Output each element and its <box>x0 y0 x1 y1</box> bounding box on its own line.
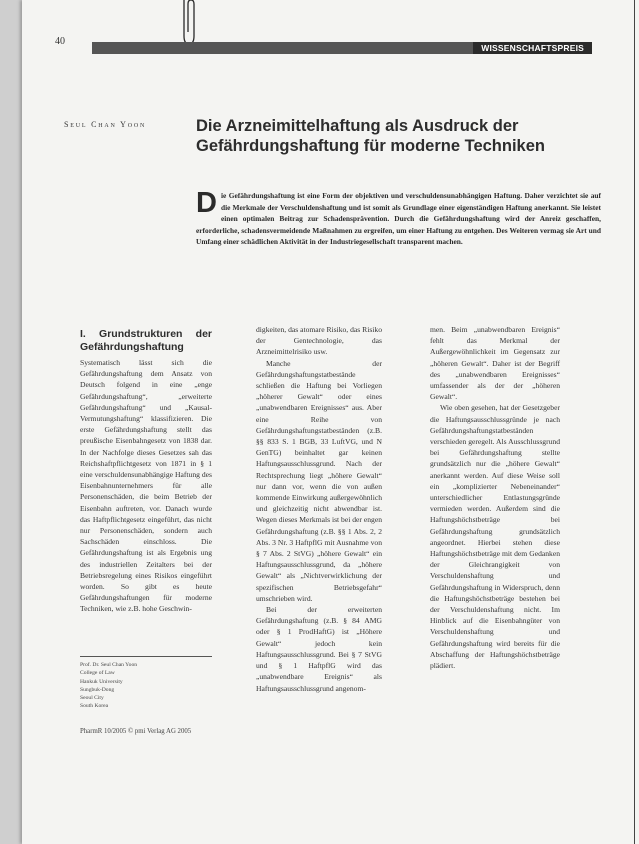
journal-citation: PharmR 10/2005 © pmi Verlag AG 2005 <box>80 728 192 735</box>
abstract <box>196 187 601 248</box>
column-1-text: Systematisch lässt sich die Gefährdungshaftung dem Ansatz von Deutsch folgend in eine „enge Gefährdungshaftung“, „erweiterte Gefährdungshaftung“ und „Kausal-Vermutungshaftung“ klassifizieren. Die erste Gefährdungshaftung stellt das preußische Eisenbahngesetz von 1838 dar. In der Nachfolge dieses Gesetzes sah das Reichshaftpflichtgesetz von 1871 in § 1 eine verschuldensunabhängige Haftung des Eisenbahnunternehmers für alle Personenschäden, die beim Betrieb der Eisenbahn auftreten, vor. Danach wurde das Haftpflichtgesetz eingeführt, das nicht nur Personenschäden, sondern auch Sachschäden einschloss. Die Gefährdungshaftung ist als Ergebnis ung des industriellen Zeitalters bei der Betriebsregelung eines Risikos eingeführt worden. So gibt es heute Gefährdungshaftungen für moderne Techniken, wie z.B. hohe Geschwin- <box>80 358 212 614</box>
footnote-line: Prof. Dr. Seul Chan Yoon <box>80 662 138 668</box>
column-3-paragraph-2: Wie oben gesehen, hat der Gesetzgeber die Haftungsausschlussgründe je nach Gefährdungshaftungstatbeständen verschieden geregelt. Als Ausschlussgrund bei Gefährdungshaftung stellte grundsätzlich nur die „höhere Gewalt“ anerkannt werden. Auf diese Weise soll ein „komplizierter Nebeneinander“ unterschiedlicher Entlastungsgründe vermieden werden. Außerdem sind die Haftungshöchstbeträge bei Gefährdungshaftung grundsätzlich angeordnet. Hierbei stehen diese Haftungshöchstbeträge mit dem Gedanken der Gleichrangigkeit von Verschuldenshaftung und Gefährdungshaftung in Widerspruch, denn die Haftungshöchstbeträge bestehen bei der Verschuldenshaftung nicht. Im Hinblick auf die Eisenbahngüter von Verschuldenshaftung und Gefährdungshaftung wird bereits für die Abschaffung der Haftungshöchstbeträge plädiert. <box>430 403 560 671</box>
column-1 <box>80 328 212 615</box>
column-2-paragraph-3: Bei der erweiterten Gefährdungshaftung (z.B. § 84 AMG oder § 1 ProdHaftG) ist „Höhere Gewalt“ jedoch kein Haftungsausschlussgrund. Bei § 7 StVG und § 1 HaftpflG wird das „unabwendbare Ereignis“ als Haftungsausschlussgrund angenom- <box>256 605 382 693</box>
page-number: 40 <box>55 36 65 47</box>
footnote-line: Sungbuk-Dong <box>80 686 115 693</box>
section-heading: I. Grundstrukturen der Gefährdungshaftung <box>80 328 212 353</box>
drop-cap: D <box>196 187 217 219</box>
column-2 <box>256 324 382 694</box>
article-title: Die Arzneimittelhaftung als Ausdruck der Gefährdungshaftung für moderne Techniken <box>196 117 545 155</box>
author-name: Seul Chan Yoon <box>64 120 147 129</box>
column-3 <box>430 324 560 671</box>
paperclip-icon <box>178 0 200 46</box>
footnote-line: Hankuk University <box>80 678 123 685</box>
abstract-text: ie Gefährdungshaftung ist eine Form der objektiven und verschuldensunabhängigen Haftung. Daher verzichtet sie auf die Merkmale der Verschuldenshaftung und ist somit als Grundlage einer eigenständigen Haftung anerkannt. Sie leistet einen optimalen Beitrag zur Schadensprävention. Durch die Gefährdungshaftung wird der Anreiz geschaffen, erforderliche, schadensvermeidende Maßnahmen zu ergreifen, um einer Haftung zu entgehen. Des Weiteren vermag sie Art und Umfang einer schädlichen Aktivität in der Industriegesellschaft transparent machen. <box>196 191 601 247</box>
footnote-line: Seoul City <box>80 695 104 702</box>
section-label: WISSENSCHAFTSPREIS <box>473 42 592 54</box>
column-2-paragraph-1: digkeiten, das atomare Risiko, das Risiko der Gentechnologie, das Arzneimittelrisiko usw. <box>256 325 382 357</box>
column-3-paragraph-1: men. Beim „unabwendbaren Ereignis“ fehlt das Merkmal der Außergewöhnlichkeit im Gegensatz zur „höheren Gewalt“. Daher ist der Begriff des „unabwendbaren Ereignisses“ umfassender als der der „höheren Gewalt“. <box>430 325 560 402</box>
footnote-line: South Korea <box>80 703 109 710</box>
author-footnote <box>80 661 137 711</box>
column-2-paragraph-2: Manche der Gefährdungshaftungstatbestände schließen die Haftung bei Vorliegen „höherer Gewalt“ oder eines „unabwendbaren Ereignisses“ aus. Aber eine Reihe von Gefährdungshaftungstatbeständen (z.B. §§ 833 S. 1 BGB, 33 LuftVG, und N GenTG) beinhaltet gar keinen Haftungsausschlussgrund. Nach der Rechtsprechung liegt „höhere Gewalt“ nur dann vor, wenn die von außen kommende Einwirkung außergewöhnlich und gleichzeitig nicht abwendbar ist. Wegen dieses Merkmals ist bei der engen Gefährdungshaftung (z.B. §§ 1 Abs. 2, 2 Abs. 3 Nr. 3 HaftpflG mit Ausnahme von § 7 Abs. 2 StVG) „höhere Gewalt“ ein Haftungsausschlussgrund, da „höhere Gewalt“ als „Nichtverwirklichung der spezifischen Betriebsgefahr“ umschrieben wird. <box>256 358 382 603</box>
section-header-bar <box>92 42 592 54</box>
footnote-divider <box>80 656 212 657</box>
page-edge-line <box>634 0 635 844</box>
footnote-line: College of Law <box>80 670 115 677</box>
